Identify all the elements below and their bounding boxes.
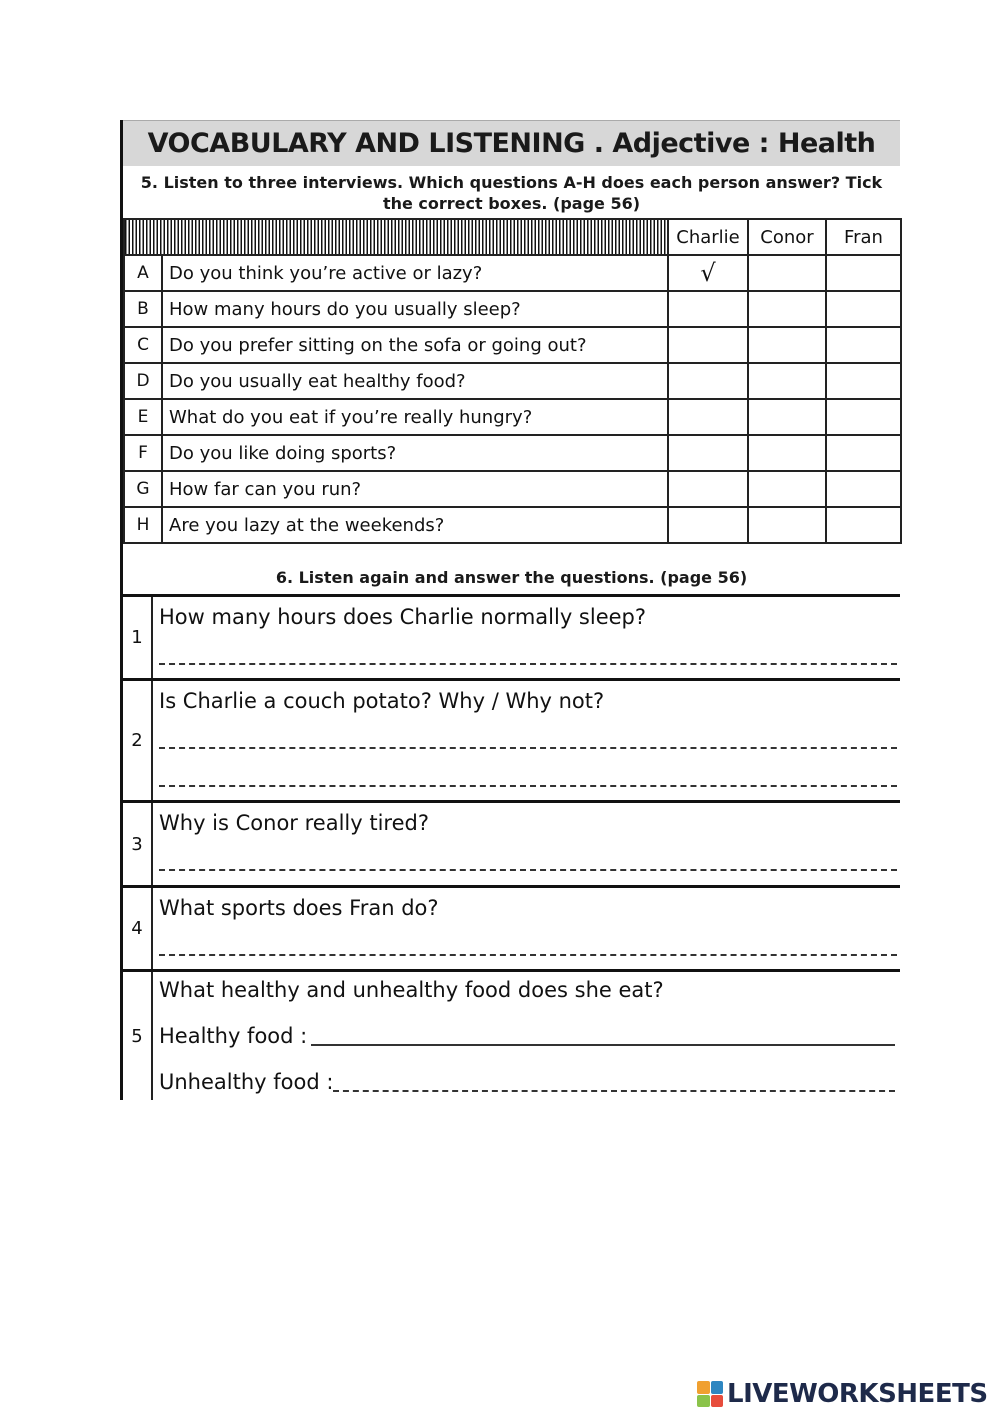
answer-line[interactable] (159, 663, 897, 665)
row-letter: D (124, 363, 162, 399)
tick-box-fran[interactable] (826, 363, 901, 399)
unhealthy-food-label: Unhealthy food : (159, 1070, 334, 1094)
unhealthy-food-answer-line[interactable] (333, 1090, 895, 1092)
column-header-fran: Fran (826, 219, 901, 255)
tick-box-fran[interactable] (826, 471, 901, 507)
tick-box-charlie[interactable] (668, 291, 748, 327)
tick-box-fran[interactable] (826, 507, 901, 543)
row-letter: G (124, 471, 162, 507)
tick-box-fran[interactable] (826, 399, 901, 435)
tick-box-conor[interactable] (748, 363, 826, 399)
table-row (124, 327, 901, 363)
row-question: Do you think you’re active or lazy? (162, 255, 668, 291)
tick-table-header (124, 219, 901, 255)
exercise-5-instruction (123, 172, 900, 218)
answer-line[interactable] (159, 954, 897, 956)
table-row (124, 435, 901, 471)
logo-badge-square (697, 1381, 710, 1394)
tick-box-charlie[interactable] (668, 327, 748, 363)
logo-text: LIVEWORKSHEETS (727, 1379, 988, 1409)
tick-box-charlie[interactable] (668, 399, 748, 435)
answer-line[interactable] (159, 785, 897, 787)
row-question: How far can you run? (162, 471, 668, 507)
logo-badge-icon (697, 1381, 723, 1407)
tick-box-conor[interactable] (748, 435, 826, 471)
tick-box-charlie[interactable] (668, 255, 748, 291)
row-question: What do you eat if you’re really hungry? (162, 399, 668, 435)
question-text: How many hours does Charlie normally sleep? (159, 605, 647, 629)
tick-box-charlie[interactable] (668, 507, 748, 543)
row-letter: B (124, 291, 162, 327)
header-hatch (124, 219, 668, 255)
tick-box-charlie[interactable] (668, 471, 748, 507)
tick-box-conor[interactable] (748, 327, 826, 363)
tick-box-fran[interactable] (826, 327, 901, 363)
table-row (124, 471, 901, 507)
healthy-food-answer-line[interactable] (311, 1044, 895, 1046)
worksheet (120, 120, 897, 1100)
tick-box-fran[interactable] (826, 255, 901, 291)
row-question: Do you usually eat healthy food? (162, 363, 668, 399)
logo-badge-square (697, 1395, 710, 1408)
exercise-6-instruction: 6. Listen again and answer the questions. (page 56) (275, 567, 748, 587)
question-number: 1 (123, 597, 153, 678)
table-row (124, 507, 901, 543)
logo-badge-square (711, 1395, 724, 1408)
logo-badge-square (711, 1381, 724, 1394)
column-header-charlie: Charlie (668, 219, 748, 255)
answer-line[interactable] (159, 747, 897, 749)
tick-box-charlie[interactable] (668, 363, 748, 399)
exercise-5-instruction-line-1: 5. Listen to three interviews. Which questions A-H does each person answer? Tick (140, 173, 883, 192)
tick-box-conor[interactable] (748, 291, 826, 327)
answer-line[interactable] (159, 869, 897, 871)
table-row (124, 399, 901, 435)
tick-box-charlie[interactable] (668, 435, 748, 471)
question-text: What sports does Fran do? (159, 896, 439, 920)
tick-box-conor[interactable] (748, 471, 826, 507)
question-text: What healthy and unhealthy food does she eat? (159, 978, 664, 1002)
row-question: Do you like doing sports? (162, 435, 668, 471)
liveworksheets-logo[interactable] (697, 1377, 988, 1411)
question-block-5 (123, 969, 900, 1100)
row-letter: A (124, 255, 162, 291)
question-block-4 (123, 885, 900, 969)
table-row (124, 255, 901, 291)
row-letter: C (124, 327, 162, 363)
table-row (124, 291, 901, 327)
question-number: 2 (123, 681, 153, 800)
question-block-2 (123, 678, 900, 800)
row-question: How many hours do you usually sleep? (162, 291, 668, 327)
question-text: Why is Conor really tired? (159, 811, 429, 835)
row-question: Do you prefer sitting on the sofa or going out? (162, 327, 668, 363)
question-number: 5 (123, 972, 153, 1100)
question-number: 4 (123, 888, 153, 969)
question-number: 3 (123, 803, 153, 885)
row-letter: F (124, 435, 162, 471)
tick-box-fran[interactable] (826, 435, 901, 471)
tick-box-conor[interactable] (748, 255, 826, 291)
row-letter: H (124, 507, 162, 543)
exercise-5-instruction-line-2: the correct boxes. (page 56) (382, 194, 641, 213)
tick-table (123, 218, 902, 544)
question-text: Is Charlie a couch potato? Why / Why not? (159, 689, 605, 713)
row-letter: E (124, 399, 162, 435)
tick-mark: √ (700, 258, 716, 287)
healthy-food-label: Healthy food : (159, 1024, 308, 1048)
tick-box-conor[interactable] (748, 399, 826, 435)
row-question: Are you lazy at the weekends? (162, 507, 668, 543)
question-block-3 (123, 800, 900, 885)
tick-box-fran[interactable] (826, 291, 901, 327)
question-block-1 (123, 594, 900, 678)
table-row (124, 363, 901, 399)
tick-box-conor[interactable] (748, 507, 826, 543)
column-header-conor: Conor (748, 219, 826, 255)
worksheet-title: VOCABULARY AND LISTENING . Adjective : Health (123, 120, 900, 166)
